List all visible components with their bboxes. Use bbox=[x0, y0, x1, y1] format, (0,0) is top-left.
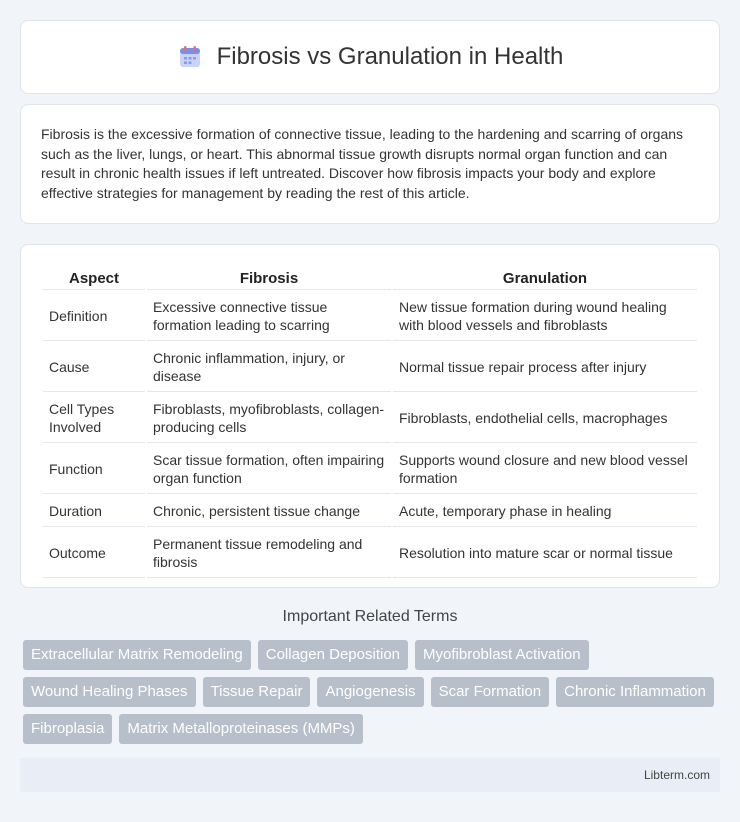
cell-aspect: Definition bbox=[43, 292, 145, 341]
related-term-tag[interactable]: Angiogenesis bbox=[317, 677, 423, 707]
related-term-tag[interactable]: Extracellular Matrix Remodeling bbox=[23, 640, 251, 670]
cell-fibrosis: Fibroblasts, myofibroblasts, collagen-producing cells bbox=[147, 394, 391, 443]
page-header bbox=[20, 20, 720, 94]
related-term-tag[interactable]: Scar Formation bbox=[431, 677, 550, 707]
header-fibrosis: Fibrosis bbox=[147, 267, 391, 290]
cell-aspect: Cell Types Involved bbox=[43, 394, 145, 443]
cell-fibrosis: Chronic, persistent tissue change bbox=[147, 496, 391, 527]
cell-granulation: Resolution into mature scar or normal tissue bbox=[393, 529, 697, 578]
cell-fibrosis: Permanent tissue remodeling and fibrosis bbox=[147, 529, 391, 578]
page-title: Fibrosis vs Granulation in Health bbox=[216, 43, 564, 70]
comparison-card bbox=[20, 244, 720, 588]
related-term-tag[interactable]: Collagen Deposition bbox=[258, 640, 408, 670]
cell-fibrosis: Chronic inflammation, injury, or disease bbox=[147, 343, 391, 392]
intro-card bbox=[20, 104, 720, 224]
table-header-row bbox=[43, 267, 697, 290]
table-row bbox=[43, 394, 697, 443]
calendar-icon bbox=[177, 44, 203, 70]
header-aspect: Aspect bbox=[43, 267, 145, 290]
cell-granulation: Acute, temporary phase in healing bbox=[393, 496, 697, 527]
cell-aspect: Function bbox=[43, 445, 145, 494]
cell-aspect: Duration bbox=[43, 496, 145, 527]
table-row bbox=[43, 496, 697, 527]
table-row bbox=[43, 529, 697, 578]
comparison-table bbox=[41, 265, 699, 580]
table-row bbox=[43, 445, 697, 494]
related-terms-list bbox=[23, 640, 723, 744]
intro-text: Fibrosis is the excessive formation of connective tissue, leading to the hardening and scarring of organs such as the liver, lungs, or heart. This abnormal tissue growth disrupts normal organ function and can result in chronic health issues if left untreated. Discover how fibrosis impacts your body and explore effective strategies for management by reading the rest of this article. bbox=[41, 126, 684, 201]
footer-site-link[interactable]: Libterm.com bbox=[643, 768, 710, 782]
header-granulation: Granulation bbox=[393, 267, 697, 290]
related-term-tag[interactable]: Matrix Metalloproteinases (MMPs) bbox=[119, 714, 363, 744]
page-footer bbox=[20, 758, 720, 792]
related-term-tag[interactable]: Tissue Repair bbox=[203, 677, 311, 707]
table-row bbox=[43, 343, 697, 392]
cell-aspect: Outcome bbox=[43, 529, 145, 578]
cell-granulation: Supports wound closure and new blood vessel formation bbox=[393, 445, 697, 494]
related-term-tag[interactable]: Chronic Inflammation bbox=[556, 677, 714, 707]
related-term-tag[interactable]: Fibroplasia bbox=[23, 714, 112, 744]
cell-fibrosis: Scar tissue formation, often impairing organ function bbox=[147, 445, 391, 494]
table-row bbox=[43, 292, 697, 341]
related-term-tag[interactable]: Wound Healing Phases bbox=[23, 677, 196, 707]
cell-fibrosis: Excessive connective tissue formation leading to scarring bbox=[147, 292, 391, 341]
related-terms-title: Important Related Terms bbox=[282, 608, 458, 625]
cell-granulation: Normal tissue repair process after injury bbox=[393, 343, 697, 392]
related-term-tag[interactable]: Myofibroblast Activation bbox=[415, 640, 589, 670]
cell-granulation: New tissue formation during wound healing with blood vessels and fibroblasts bbox=[393, 292, 697, 341]
cell-granulation: Fibroblasts, endothelial cells, macrophages bbox=[393, 394, 697, 443]
cell-aspect: Cause bbox=[43, 343, 145, 392]
